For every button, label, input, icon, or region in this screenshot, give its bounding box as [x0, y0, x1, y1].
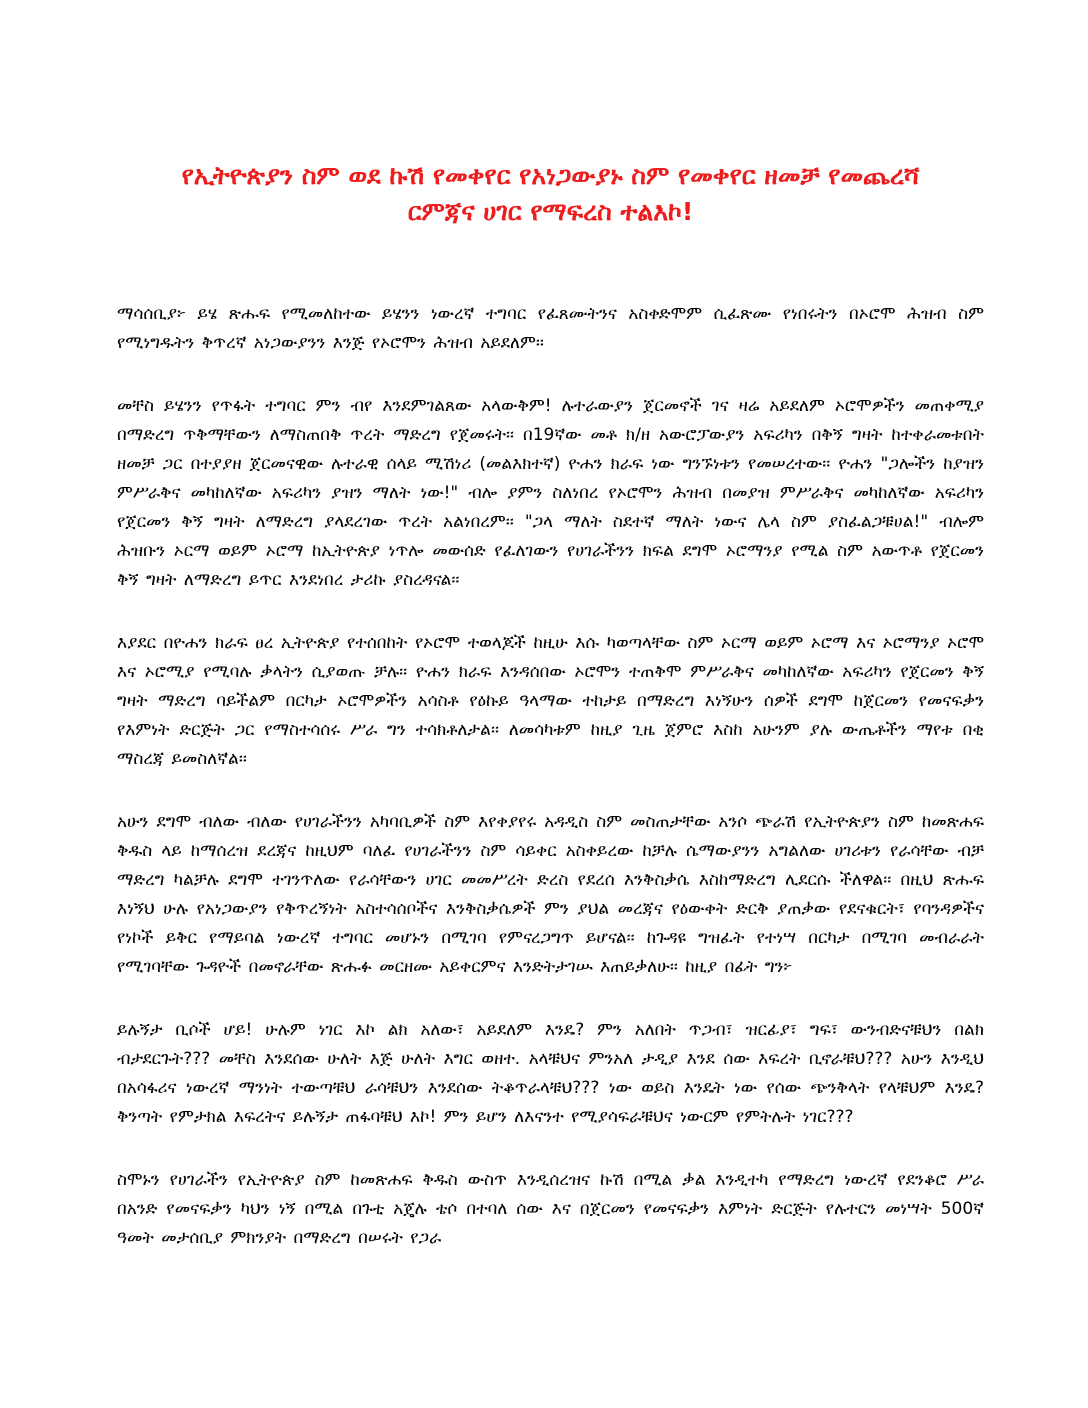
note-paragraph: ማሳሰቢያ፦ ይሄ ጽሑፍ የሚመለከተው ይሄንን ነውረኛ ተግባር የፈጸሙትንና አስቀድሞም ሲፈጽሙ የነበሩትን በኦሮሞ ሕዝብ ስም የሚነግዱትን ቅጥረኛ አነጋውያንን እንጅ የኦሮሞን ሕዝብ አይደለም፡፡: [117, 304, 984, 353]
title-line-1: የኢትዮጵያን ስም ወደ ኩሽ የመቀየር የአነጋውያኑ ስም የመቀየር ዘመቻ የመጨረሻ: [181, 161, 920, 190]
title-line-2: ርምጃና ሀገር የማፍረስ ተልእኮ!: [407, 197, 694, 226]
body-paragraph: እያደር በዮሐን ክራፍ ፀረ ኢትዮጵያ የተሰበከት የኦሮሞ ተወላጆች ከዚሁ እሱ ካወጣላቸው ስም ኦርማ ወይም ኦሮማ እና ኦሮማንያ ኦሮሞ እና ኦሮሚያ የሚባሉ ቃላትን ሲያወጡ ቻሉ፡፡ ዮሐን ክራፍ እንዳሰበው ኦሮሞን ተጠቅሞ ምሥራቅና መካከለኛው አፍሪካን የጀርመን ቅኝ ግዛት ማድረግ ባይችልም በርካታ ኦሮሞዎችን አሳስቶ የዕኩይ ዓላማው ተከታይ በማድረግ እነኝሁን ሰዎች ደግሞ ከጀርመን የመናፍቃን የእምነት ድርጅት ጋር የማስተሳሰሩ ሥራ ግን ተሳክቶለታል፡፡ ለመሳካቱም ከዚያ ጊዜ ጀምሮ እስከ አሁንም ያሉ ውጤቶችን ማየቱ በቂ ማስረጃ ይመስለኛል፡፡: [117, 633, 984, 769]
body-paragraph: አሁን ደግሞ ብለው ብለው የሀገራችንን አካባቢዎች ስም እየቀያየሩ አዳዲስ ስም መስጠታቸው አንሶ ጭራሽ የኢትዮጵያን ስም ከመጽሐፍ ቅዱስ ላይ ከማሰረዝ ደረጃና ከዚህም ባለፈ የሀገራችንን ስም ሳይቀር አስቀይረው ከቻሉ ሴማውያንን አግልለው ሀገሪቱን የራሳቸው ብቻ ማድረግ ካልቻሉ ደግሞ ተገንጥለው የራሳቸውን ሀገር መመሥረት ድረስ የደረሰ እንቅስቃሴ እስከማድረግ ሊደርሱ ችለዋል፡፡ በዚህ ጽሑፍ እነኝህ ሁሉ የአነጋውያን የቅጥረኝነት አስተሳሰቦችና እንቅስቃሴዎች ምን ያህል መረጃና የዕውቀት ድርቅ ያጠቃው የደናቁርት፣ የባንዳዎችና የነኮች ይቅር የማይባል ነውረኛ ተግባር መሆኑን በሚገባ የምናረጋግጥ ይሆናል፡፡ ከጉዳዩ ግዝፈት የተነሣ በርካታ በሚገባ መብራራት የሚገባቸው ጉዳዮች በመኖራቸው ጽሑፉ መርዘሙ አይቀርምና እንድትታገሡ እጠይቃለሁ፡፡ ከዚያ በፊት ግን፦: [117, 812, 984, 977]
body-paragraph: መቸስ ይሄንን የጥፋት ተግባር ምን ብየ እንደምገልጸው አላውቅም! ሉተራውያን ጀርመኖች ገና ዛሬ አይደለም ኦሮሞዎችን መጠቀሚያ በማድረግ ጥቅማቸውን ለማስጠበቅ ጥረት ማድረግ የጀመሩት፡፡ በ19ኛው መቶ ክ/ዘ አውሮፓውያን አፍሪካን በቅኝ ግዛት ከተቀራመቱበት ዘመቻ ጋር በተያያዘ ጀርመናዊው ሉተራዊ ሰላይ ሚሽነሪ (መልእክተኛ) ዮሐን ክራፍ ነው ግንኙነቱን የመሠረተው፡፡ ዮሐን "ጋሎችን ከያዝን ምሥራቅና መካከለኛው አፍሪካን ያዝን ማለት ነው!" ብሎ ያምን ስለነበረ የኦሮሞን ሕዝብ በመያዝ ምሥራቅና መካከለኛው አፍሪካን የጀርመን ቅኝ ግዛት ለማድረግ ያላደረገው ጥረት አልነበረም፡፡ "ጋላ ማለት ስደተኛ ማለት ነውና ሌላ ስም ያስፈልጋቹሀል!" ብሎም ሕዝቡን ኦርማ ወይም ኦሮማ ከኢትዮጵያ ነጥሎ መውሰድ የፈለገውን የሀገራችንን ክፍል ደግሞ ኦሮማንያ የሚል ስም አውጥቶ የጀርመን ቅኝ ግዛት ለማድረግ ይጥር እንደነበረ ታሪኩ ያስረዳናል፡፡: [117, 396, 984, 590]
body-paragraph: ይሉኝታ ቢሶች ሆይ! ሁሉም ነገር እኮ ልክ አለው፣ አይደለም እንዴ? ምን አለበት ጥጋብ፣ ዝርፊያ፣ ግፍ፣ ውንብድናቹህን በልክ ብታደርጉት??? መቸስ እንደሰው ሁለት እጅ ሁለት እግር ወዘተ. አላቹህና ምንአለ ታዲያ እንደ ሰው እፍረት ቢኖራቹህ??? አሁን እንዲህ በአሳፋሪና ነውረኛ ማንነት ተውጣቹህ ራሳቹህን እንደሰው ትቆጥራላቹህ??? ነው ወይስ እንዴት ነው የሰው ጭንቅላት የላቹህም እንዴ? ቅንጣት የምታክል እፍረትና ይሉኝታ ጠፋባቹህ እኮ! ምን ይሆን ለእናንተ የሚያሳፍራቹህና ነውርም የምትሉት ነገር???: [117, 1020, 984, 1127]
document-title: [117, 158, 984, 230]
body-paragraph: ስሞኑን የሀገራችን የኢትዮጵያ ስም ከመጽሐፍ ቅዱስ ውስጥ እንዲሰረዝና ኩሽ በሚል ቃል እንዲተካ የማድረግ ነውረኛ የደንቆሮ ሥራ በአንድ የመናፍቃን ካህን ነኝ በሚል በጉቲ አጄሉ ቴሶ በተባለ ሰው እና በጀርመን የመናፍቃን እምነት ድርጅት የሉተርን መነሣት 500ኛ ዓመት መታሰቢያ ምክንያት በማድረግ በሠሩት የጋራ: [117, 1170, 984, 1248]
